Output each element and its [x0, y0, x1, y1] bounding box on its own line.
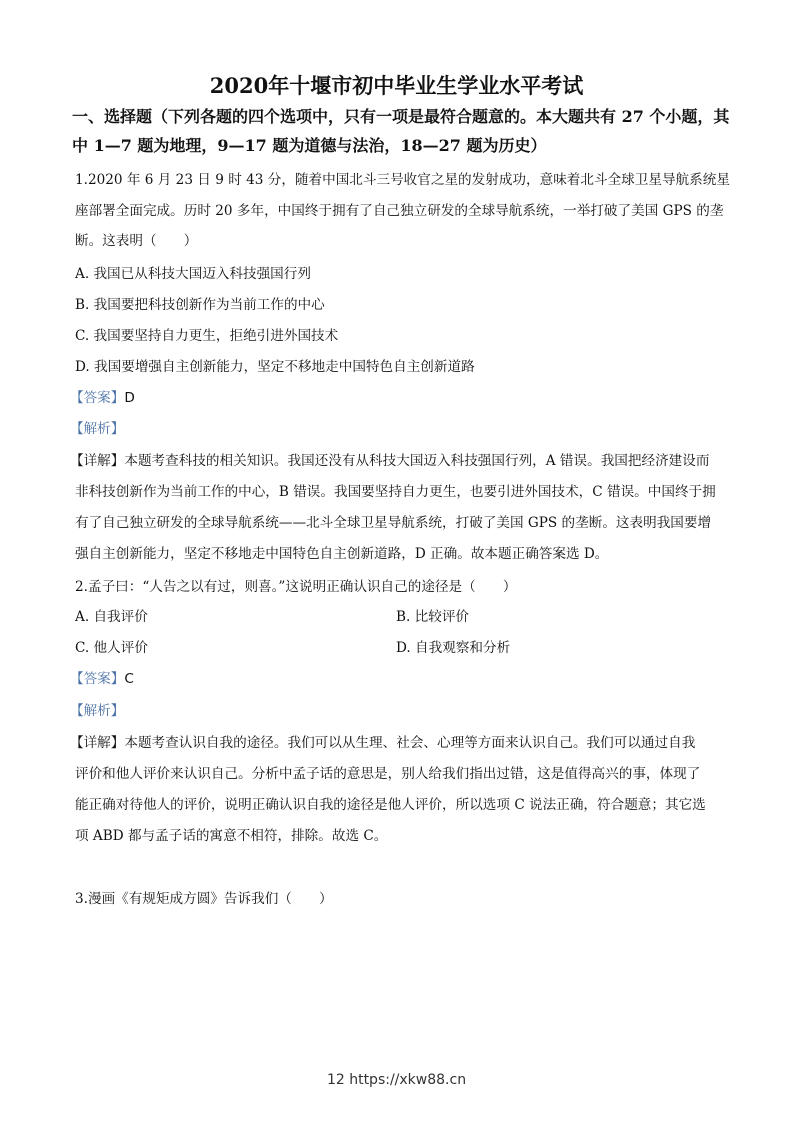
answer-value: C — [124, 671, 134, 687]
document-title: 2020年十堰市初中毕业生学业水平考试 — [209, 73, 584, 98]
q1-option-a: A. 我国已从科技大国迈入科技强国行列 — [75, 266, 311, 282]
q2-option-c: C. 他人评价 — [75, 640, 148, 656]
section-heading-line: 中 1—7 题为地理，9—17 题为道德与法治，18—27 题为历史） — [72, 136, 547, 155]
q1-option-c: C. 我国要坚持自力更生，拒绝引进外国技术 — [75, 328, 339, 344]
q1-detail-line: 非科技创新作为当前工作的中心，B 错误。我国要坚持自力更生，也要引进外国技术，C 错误。中国终于拥 — [75, 484, 716, 500]
q1-stem-line: 座部署全面完成。历时 20 多年，中国终于拥有了自己独立研发的全球导航系统，一举打破了美国 GPS 的垄 — [75, 203, 724, 219]
q1-stem-line: 1.2020 年 6 月 23 日 9 时 43 分，随着中国北斗三号收官之星的发射成功，意味着北斗全球卫星导航系统星 — [75, 172, 730, 188]
q1-option-d: D. 我国要增强自主创新能力，坚定不移地走中国特色自主创新道路 — [75, 359, 475, 375]
q2-detail-line: 能正确对待他人的评价，说明正确认识自我的途径是他人评价，所以选项 C 说法正确，符合题意；其它选 — [75, 797, 706, 813]
q1-option-b: B. 我国要把科技创新作为当前工作的中心 — [75, 297, 325, 313]
analysis-label: 【解析】 — [70, 421, 125, 437]
q2-option-a: A. 自我评价 — [75, 609, 148, 625]
q2-option-d: D. 自我观察和分析 — [396, 640, 511, 656]
analysis-label: 【解析】 — [70, 703, 125, 719]
q2-detail-line: 评价和他人评价来认识自己。分析中孟子话的意思是，别人给我们指出过错，这是值得高兴的事，体现了 — [75, 766, 701, 782]
answer-value: D — [124, 390, 135, 406]
q1-detail-line: 强自主创新能力，坚定不移地走中国特色自主创新道路，D 正确。故本题正确答案选 D。 — [75, 546, 609, 562]
q2-detail-line: 【详解】本题考查认识自我的途径。我们可以从生理、社会、心理等方面来认识自己。我们可以通过自我 — [70, 735, 696, 751]
q1-answer — [70, 389, 135, 407]
q1-stem-line: 断。这表明（ ） — [75, 233, 198, 249]
q2-detail-line: 项 ABD 都与孟子话的寓意不相符，排除。故选 C。 — [75, 828, 388, 844]
q1-detail-line: 有了自己独立研发的全球导航系统——北斗全球卫星导航系统，打破了美国 GPS 的垄断。这表明我国要增 — [75, 515, 712, 531]
q2-stem: 2.孟子曰：“人告之以有过，则喜。”这说明正确认识自己的途径是（ ） — [75, 579, 517, 595]
section-heading-line: 一、选择题（下列各题的四个选项中，只有一项是最符合题意的。本大题共有 27 个小题，其 — [72, 107, 730, 126]
answer-label: 【答案】 — [70, 390, 125, 406]
q3-stem: 3.漫画《有规矩成方圆》告诉我们（ ） — [75, 891, 333, 907]
q2-answer — [70, 670, 134, 688]
q1-detail-line: 【详解】本题考查科技的相关知识。我国还没有从科技大国迈入科技强国行列，A 错误。我国把经济建设而 — [70, 453, 710, 469]
q2-option-b: B. 比较评价 — [396, 609, 470, 625]
page-footer: 12 https://xkw88.cn — [326, 1072, 467, 1088]
answer-label: 【答案】 — [70, 671, 125, 687]
